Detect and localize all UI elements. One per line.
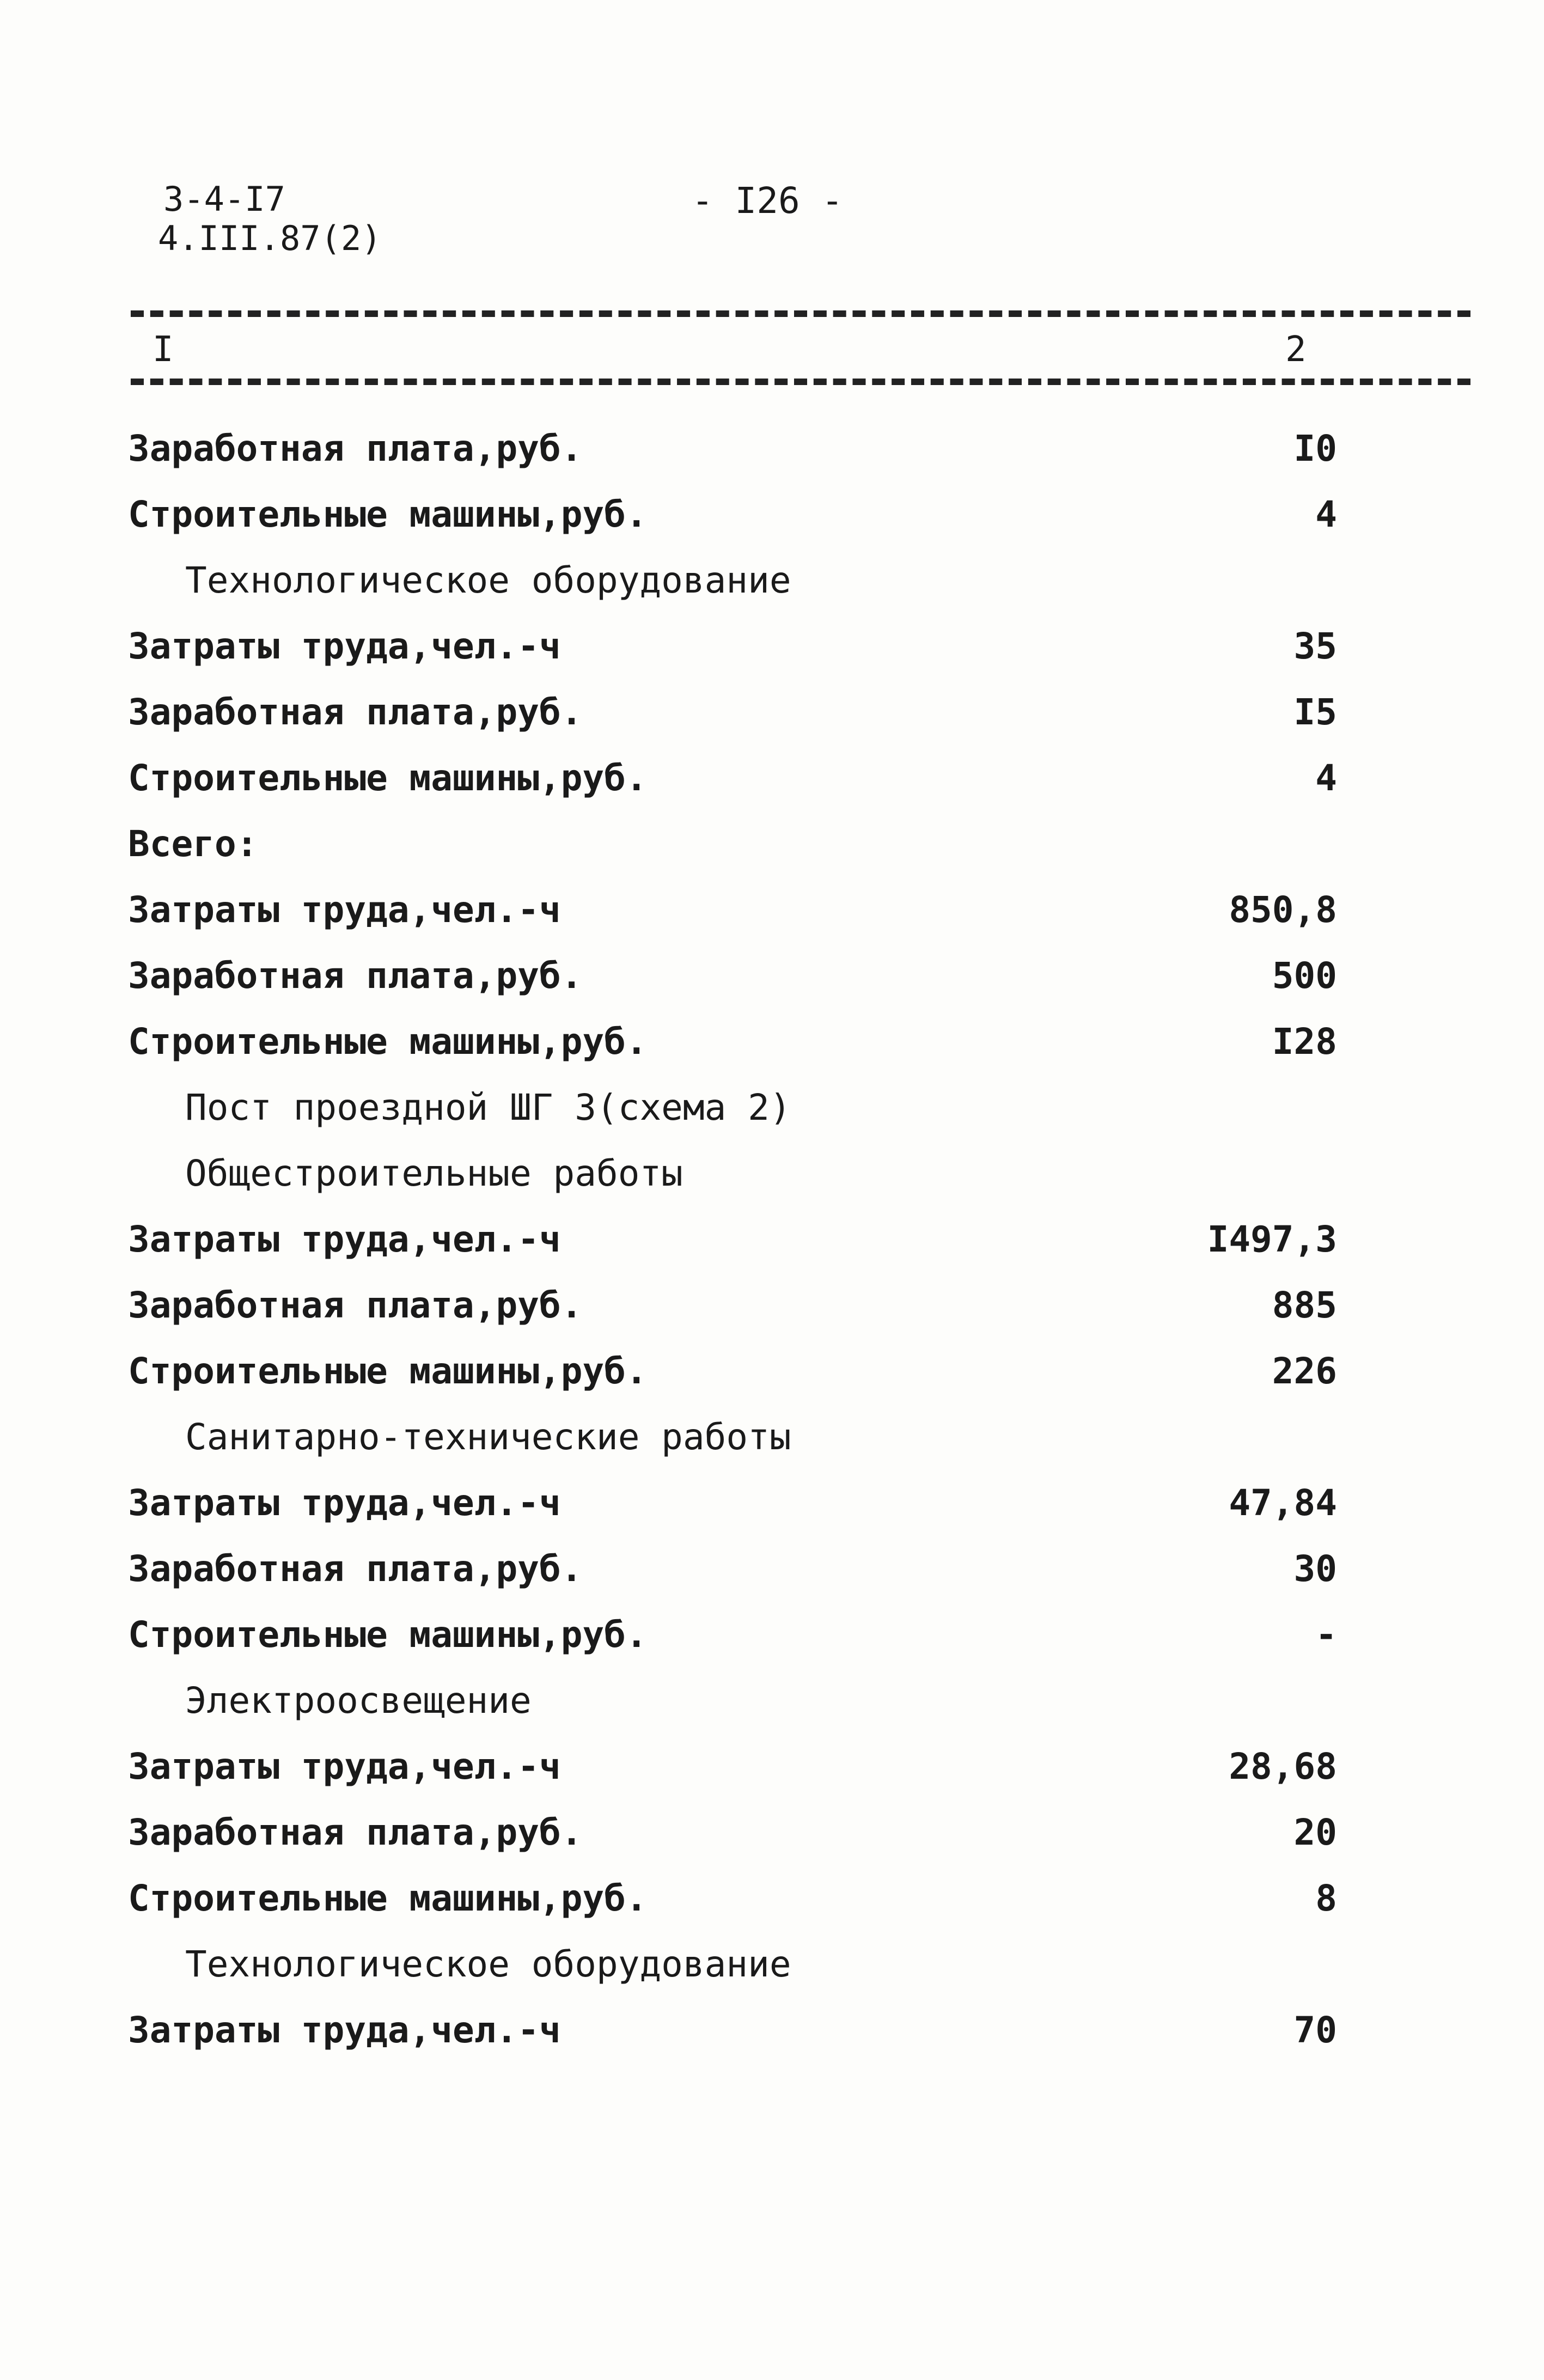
table-row (0, 493, 1544, 537)
table-row (0, 1350, 1544, 1394)
row-label: Заработная плата,руб. (128, 955, 583, 997)
row-label: Заработная плата,руб. (128, 691, 583, 733)
column-header-1: I (152, 329, 174, 370)
section-heading: Пост проездной ШГ 3(схема 2) (185, 1087, 791, 1128)
section-heading-row (0, 1943, 1544, 1987)
section-heading-row (0, 559, 1544, 603)
row-label: Строительные машины,руб. (128, 1877, 648, 1919)
row-value: - (1315, 1614, 1337, 1656)
row-label: Затраты труда,чел.-ч (128, 1746, 561, 1787)
section-heading-row (0, 1087, 1544, 1130)
row-label: Всего: (128, 823, 258, 865)
table-row (0, 955, 1544, 998)
section-heading: Общестроительные работы (185, 1152, 683, 1194)
row-label: Заработная плата,руб. (128, 1284, 583, 1326)
section-heading-row (0, 1680, 1544, 1723)
row-value: I0 (1293, 428, 1337, 469)
row-value: 4 (1315, 757, 1337, 799)
row-label: Затраты труда,чел.-ч (128, 1482, 561, 1524)
row-value: 850,8 (1229, 889, 1337, 931)
table-row (0, 1811, 1544, 1855)
section-heading: Технологическое оборудование (185, 559, 791, 601)
table-row (0, 1548, 1544, 1591)
row-label: Заработная плата,руб. (128, 1548, 583, 1590)
row-value: 885 (1272, 1284, 1337, 1326)
table-row (0, 625, 1544, 669)
row-value: 47,84 (1229, 1482, 1337, 1524)
section-heading: Технологическое оборудование (185, 1943, 791, 1985)
table-row (0, 1218, 1544, 1262)
table-row (0, 757, 1544, 801)
table-row (0, 1284, 1544, 1328)
row-value: I5 (1293, 691, 1337, 733)
row-label: Заработная плата,руб. (128, 428, 583, 469)
table-top-rule (131, 310, 1470, 317)
table-row (0, 823, 1544, 866)
row-value: 8 (1315, 1877, 1337, 1919)
row-value: 20 (1293, 1811, 1337, 1853)
section-heading-row (0, 1152, 1544, 1196)
row-value: 500 (1272, 955, 1337, 997)
table-row (0, 889, 1544, 932)
row-label: Затраты труда,чел.-ч (128, 1218, 561, 1260)
row-value: I497,3 (1207, 1218, 1337, 1260)
table-row (0, 1021, 1544, 1064)
row-label: Строительные машины,руб. (128, 1021, 648, 1063)
row-label: Строительные машины,руб. (128, 757, 648, 799)
row-label: Строительные машины,руб. (128, 1614, 648, 1656)
row-label: Заработная плата,руб. (128, 1811, 583, 1853)
document-code-line1: 3-4-I7 (163, 179, 285, 219)
row-value: 28,68 (1229, 1746, 1337, 1787)
row-label: Строительные машины,руб. (128, 493, 648, 535)
row-value: I28 (1272, 1021, 1337, 1063)
row-value: 70 (1293, 2009, 1337, 2051)
row-value: 35 (1293, 625, 1337, 667)
row-value: 4 (1315, 493, 1337, 535)
section-heading: Санитарно-технические работы (185, 1416, 791, 1458)
table-row (0, 1877, 1544, 1921)
table-row (0, 428, 1544, 471)
table-row (0, 1614, 1544, 1657)
row-label: Строительные машины,руб. (128, 1350, 648, 1392)
table-row (0, 2009, 1544, 2053)
row-label: Затраты труда,чел.-ч (128, 2009, 561, 2051)
document-code-line2: 4.III.87(2) (158, 218, 382, 258)
table-header-rule (131, 379, 1470, 385)
table-row (0, 1482, 1544, 1525)
row-label: Затраты труда,чел.-ч (128, 889, 561, 931)
table-row (0, 691, 1544, 735)
column-header-2: 2 (1285, 329, 1307, 370)
row-value: 226 (1272, 1350, 1337, 1392)
page-number: - I26 - (692, 180, 844, 222)
row-value: 30 (1293, 1548, 1337, 1590)
table-row (0, 1746, 1544, 1789)
row-label: Затраты труда,чел.-ч (128, 625, 561, 667)
section-heading-row (0, 1416, 1544, 1460)
section-heading: Электроосвещение (185, 1680, 532, 1722)
